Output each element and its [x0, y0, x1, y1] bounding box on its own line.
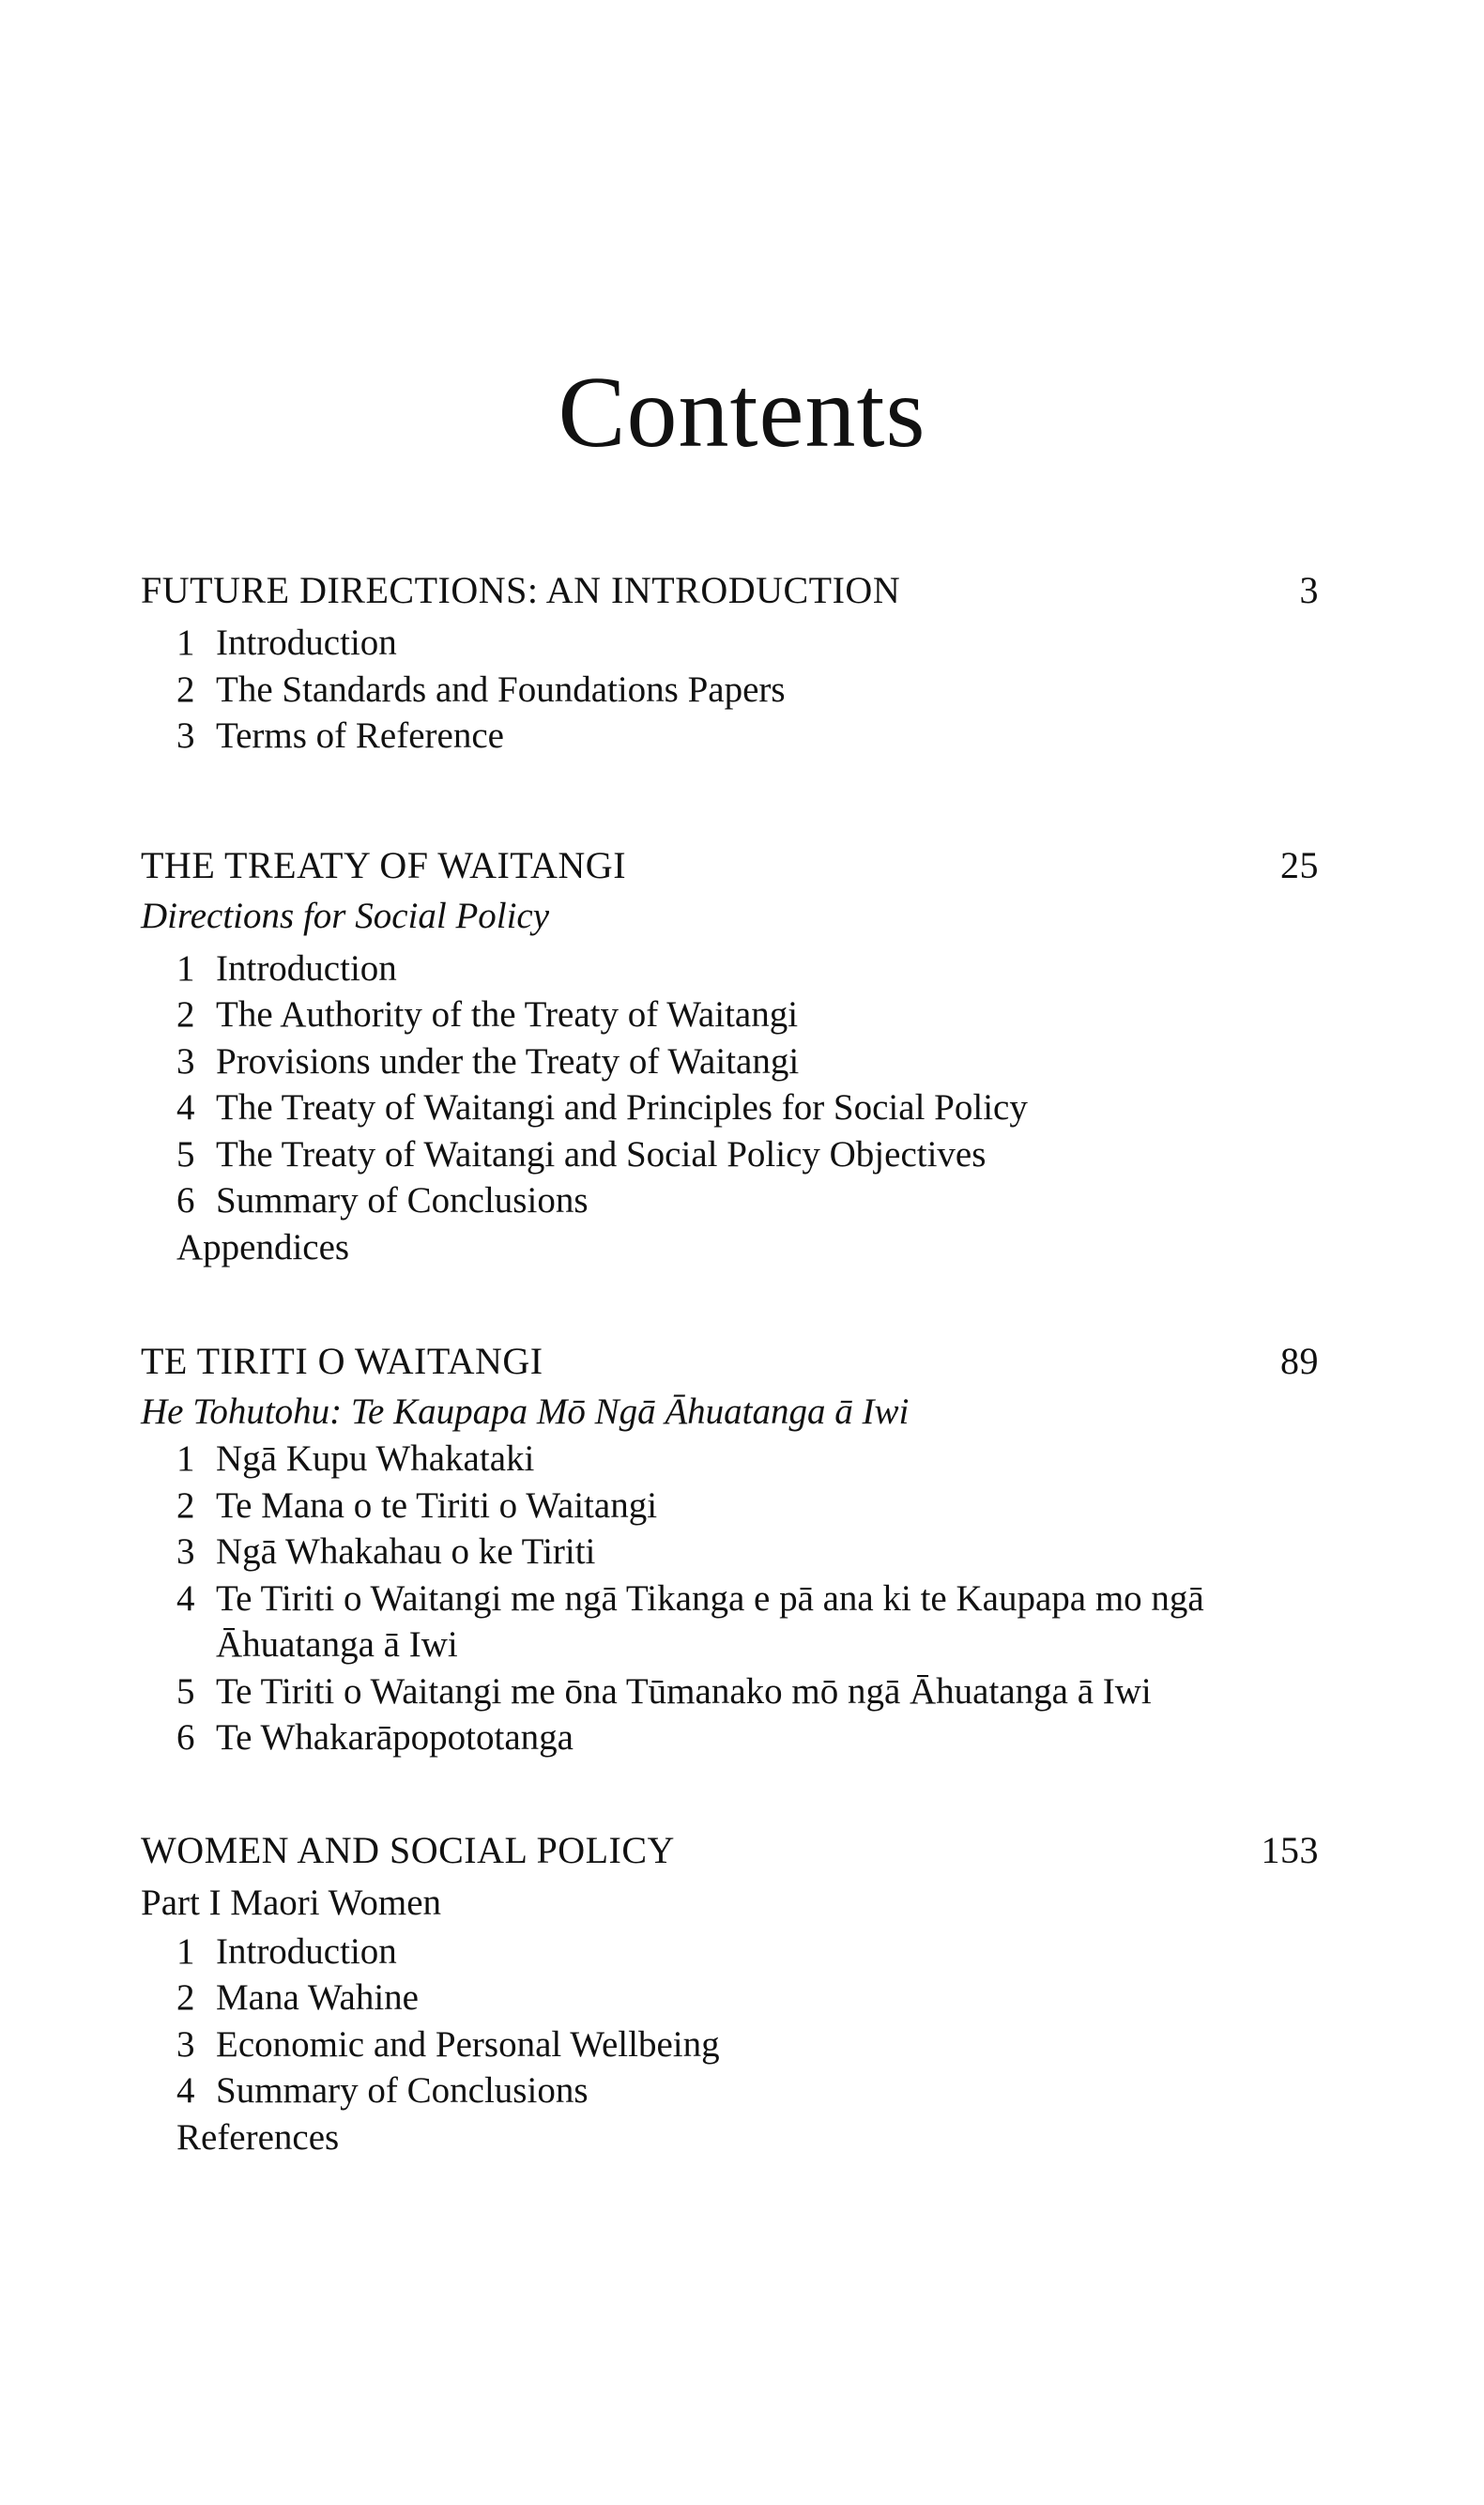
- section-title[interactable]: THE TREATY OF WAITANGI: [141, 843, 627, 886]
- section-items: [141, 620, 1319, 760]
- item-text: Ngā Whakahau o ke Tiriti: [216, 1531, 596, 1572]
- table-of-contents: [141, 563, 1319, 2160]
- toc-item[interactable]: [141, 1714, 1319, 1761]
- item-text: Introduction: [216, 1930, 397, 1972]
- item-number: 5: [176, 1133, 195, 1175]
- item-number: 5: [176, 1670, 195, 1712]
- item-text: Ngā Kupu Whakataki: [216, 1438, 535, 1479]
- section-subtitle: He Tohutohu: Te Kaupapa Mō Ngā Āhuatanga ā Iwi: [141, 1391, 910, 1432]
- section-title[interactable]: TE TIRITI O WAITANGI: [141, 1340, 543, 1382]
- section-title[interactable]: FUTURE DIRECTIONS: AN INTRODUCTION: [141, 569, 901, 611]
- toc-item[interactable]: [141, 1929, 1319, 1975]
- item-number: 2: [176, 1977, 195, 2018]
- section-title[interactable]: WOMEN AND SOCIAL POLICY: [141, 1828, 675, 1871]
- section-items: [141, 945, 1319, 1224]
- toc-item-appendices[interactable]: Appendices: [176, 1226, 350, 1268]
- section-subtitle: Part I Maori Women: [141, 1882, 441, 1923]
- item-number: 4: [176, 1577, 195, 1619]
- section-items: [141, 1929, 1319, 2114]
- item-number: 3: [176, 715, 195, 756]
- item-text: The Treaty of Waitangi and Principles for Social Policy: [216, 1087, 1028, 1128]
- item-number: 6: [176, 1717, 195, 1758]
- item-number: 4: [176, 2070, 195, 2111]
- item-number: 3: [176, 1531, 195, 1572]
- item-text: Introduction: [216, 622, 397, 663]
- toc-section-te-tiriti-o-waitangi: [141, 1334, 1319, 1761]
- item-text: The Treaty of Waitangi and Social Policy Objectives: [216, 1133, 987, 1175]
- toc-item[interactable]: [141, 1483, 1319, 1529]
- toc-item[interactable]: [141, 1575, 1319, 1668]
- toc-item[interactable]: [141, 945, 1319, 992]
- item-number: 4: [176, 1087, 195, 1128]
- page-title: Contents: [558, 357, 926, 469]
- toc-item[interactable]: [141, 667, 1319, 714]
- item-text: Te Tiriti o Waitangi me ngā Tikanga e pā ana ki te Kaupapa mo ngā Āhuatanga ā Iwi: [216, 1577, 1204, 1665]
- item-number: 1: [176, 947, 195, 989]
- item-number: 1: [176, 622, 195, 663]
- toc-item[interactable]: [141, 1131, 1319, 1178]
- item-text: Te Mana o te Tiriti o Waitangi: [216, 1484, 658, 1526]
- item-text: The Authority of the Treaty of Waitangi: [216, 994, 799, 1035]
- item-number: 1: [176, 1438, 195, 1479]
- toc-item[interactable]: [141, 713, 1319, 760]
- section-heading: [141, 838, 1319, 893]
- toc-item[interactable]: [141, 991, 1319, 1038]
- item-text: Economic and Personal Wellbeing: [216, 2023, 720, 2065]
- item-number: 3: [176, 1040, 195, 1082]
- item-number: 2: [176, 1484, 195, 1526]
- section-page-number[interactable]: 89: [1280, 1340, 1319, 1382]
- toc-item[interactable]: [141, 2021, 1319, 2068]
- section-page-number[interactable]: 25: [1280, 843, 1319, 886]
- toc-item[interactable]: [141, 620, 1319, 667]
- item-text: Summary of Conclusions: [216, 2070, 589, 2111]
- item-text: Summary of Conclusions: [216, 1180, 589, 1221]
- item-text: Te Whakarāpopototanga: [216, 1717, 574, 1758]
- toc-item[interactable]: [141, 1084, 1319, 1131]
- toc-item[interactable]: [141, 1177, 1319, 1224]
- item-text: Te Tiriti o Waitangi me ōna Tūmanako mō ngā Āhuatanga ā Iwi: [216, 1670, 1152, 1712]
- toc-item[interactable]: [141, 2067, 1319, 2114]
- item-number: 2: [176, 994, 195, 1035]
- item-text: Introduction: [216, 947, 397, 989]
- section-page-number[interactable]: 153: [1261, 1828, 1319, 1871]
- toc-section-treaty-of-waitangi: [141, 838, 1319, 1271]
- toc-item[interactable]: [141, 1975, 1319, 2021]
- section-heading: [141, 1334, 1319, 1389]
- section-heading: [141, 1823, 1319, 1878]
- toc-section-future-directions: [141, 563, 1319, 760]
- item-number: 6: [176, 1180, 195, 1221]
- toc-item[interactable]: [141, 1529, 1319, 1575]
- item-number: 1: [176, 1930, 195, 1972]
- toc-item[interactable]: [141, 1668, 1319, 1715]
- item-number: 3: [176, 2023, 195, 2065]
- item-number: 2: [176, 669, 195, 710]
- toc-section-women-and-social-policy: [141, 1823, 1319, 2161]
- toc-item[interactable]: [141, 1038, 1319, 1085]
- section-subtitle: Directions for Social Policy: [141, 895, 550, 936]
- item-text: Provisions under the Treaty of Waitangi: [216, 1040, 800, 1082]
- item-text: The Standards and Foundations Papers: [216, 669, 786, 710]
- section-items: [141, 1436, 1319, 1761]
- item-text: Terms of Reference: [216, 715, 504, 756]
- section-heading: [141, 563, 1319, 618]
- toc-item-references[interactable]: References: [176, 2116, 340, 2158]
- section-page-number[interactable]: 3: [1299, 569, 1319, 611]
- item-text: Mana Wahine: [216, 1977, 419, 2018]
- toc-item[interactable]: [141, 1436, 1319, 1483]
